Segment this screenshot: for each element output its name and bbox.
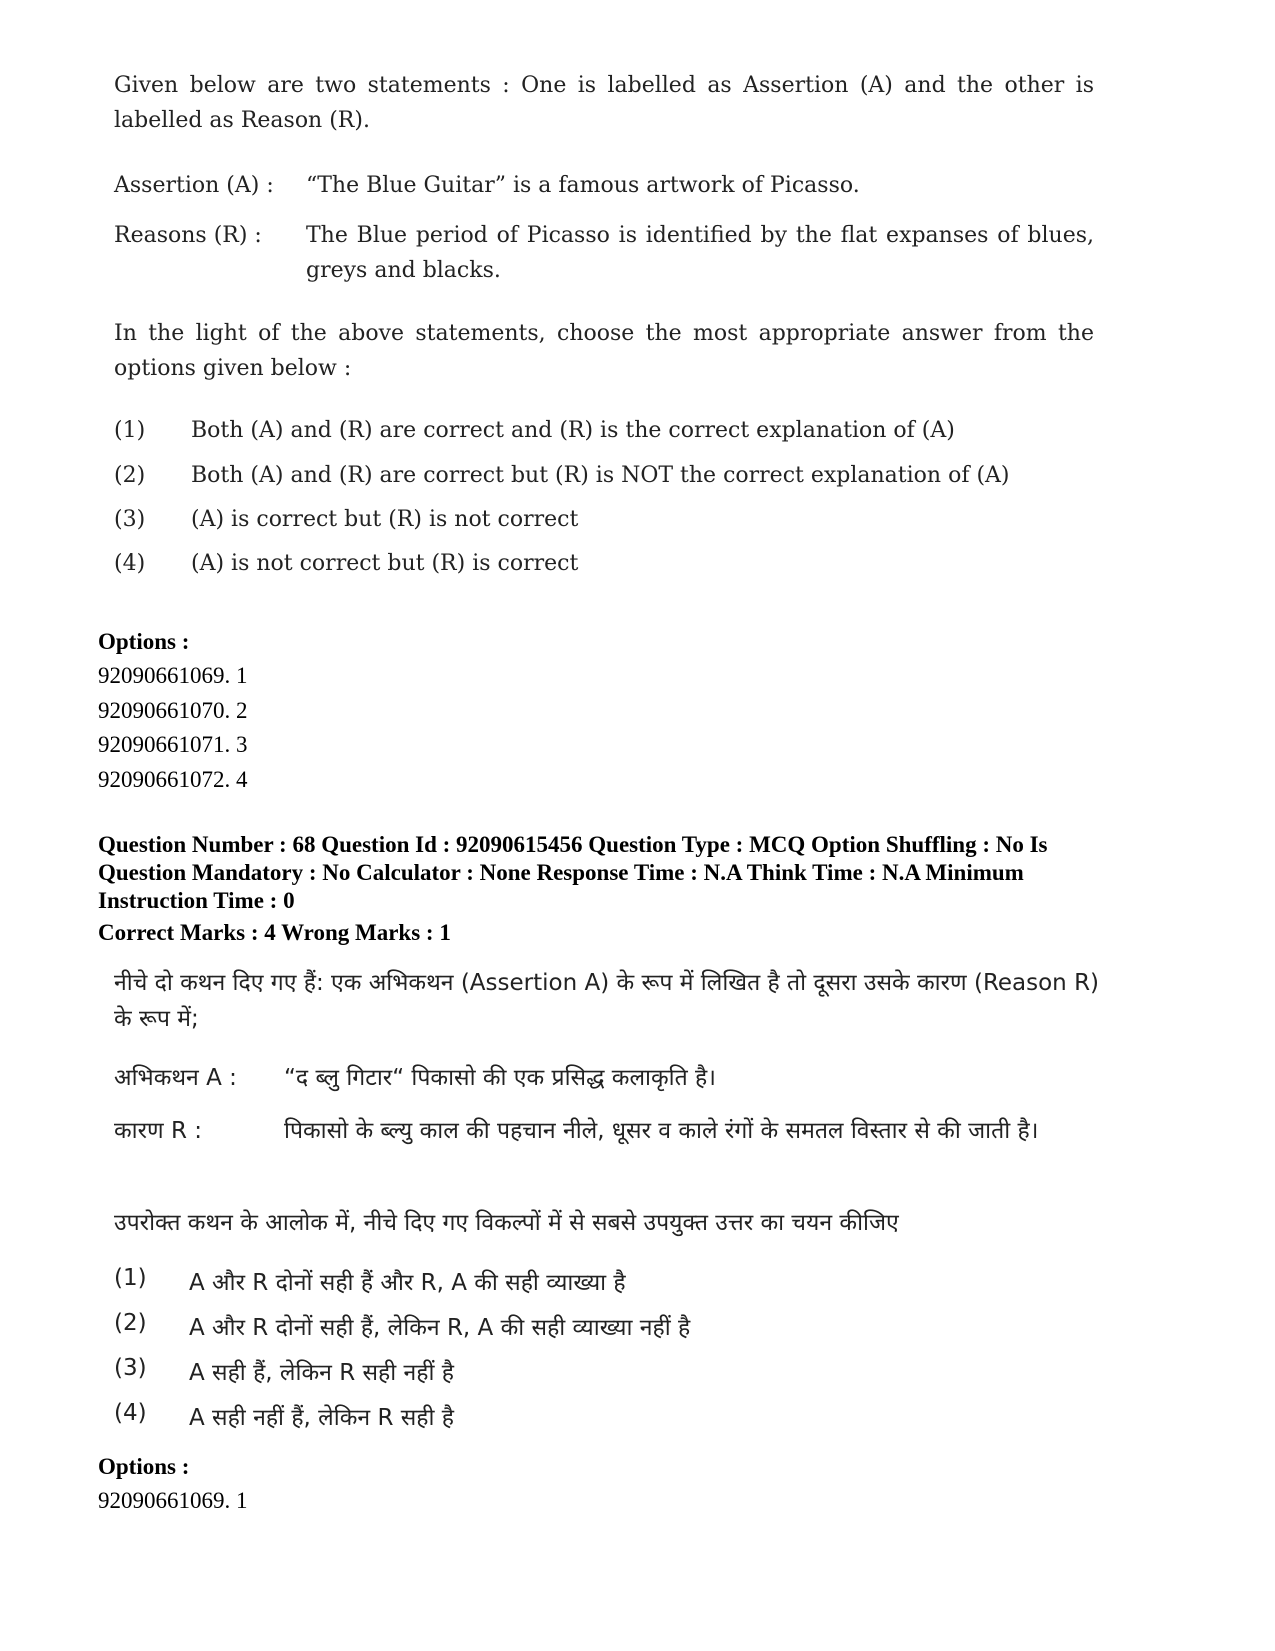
q67-option-id: 92090661070. 2 [98, 697, 248, 723]
q67-assertion-label: Assertion (A) : [114, 173, 274, 198]
q67-choice-text: Both (A) and (R) are correct and (R) is the correct explanation of (A) [191, 418, 955, 443]
q67-assertion-text: “The Blue Guitar” is a famous artwork of Picasso. [306, 173, 860, 198]
q67-option-id: 92090661069. 1 [98, 663, 248, 688]
q67-choice-text: Both (A) and (R) are correct but (R) is NOT the correct explanation of (A) [191, 463, 1010, 488]
q68-options-label: Options : [98, 1454, 190, 1479]
q68-option-id: 92090661069. 1 [98, 1488, 248, 1513]
q67-choice-number: (4) [114, 551, 146, 576]
q68-choice-text: A और R दोनों सही हैं और R, A की सही व्याख्या है [189, 1270, 626, 1296]
q68-choice-number: (1) [114, 1265, 147, 1291]
q68-metadata: Question Number : 68 Question Id : 92090615456 Question Type : MCQ Option Shuffling : No Is Question Mandatory : No Calculator : None Response Time : N.A Think Time : N.A Minimum Instruction Time : 0 [98, 832, 1048, 913]
q68-reason-text: पिकासो के ब्ल्यु काल की पहचान नीले, धूसर व काले रंगों के समतल विस्तार से की जाती है। [284, 1118, 1039, 1144]
q67-options [98, 625, 248, 797]
q68-marks: Correct Marks : 4 Wrong Marks : 1 [98, 920, 451, 945]
q68-choice-number: (4) [114, 1400, 147, 1426]
q67-option-id: 92090661071. 3 [98, 732, 248, 757]
q67-choice-number: (1) [114, 418, 146, 443]
q68-choice-text: A और R दोनों सही हैं, लेकिन R, A की सही व्याख्या नहीं है [189, 1315, 691, 1341]
q67-choice-number: (2) [114, 463, 146, 488]
q68-assertion-text: “द ब्लु गिटार“ पिकासो की एक प्रसिद्ध कलाकृति है। [284, 1065, 716, 1091]
q68-choice-number: (2) [114, 1310, 147, 1336]
q68-assertion-label: अभिकथन A : [114, 1065, 237, 1091]
q67-choice-text: (A) is not correct but (R) is correct [191, 551, 579, 576]
q67-option-id: 92090661072. 4 [98, 766, 248, 792]
q68-choice-number: (3) [114, 1355, 147, 1381]
q68-reason-label: कारण R : [114, 1118, 203, 1144]
q68-intro: नीचे दो कथन दिए गए हैं: एक अभिकथन (Assertion A) के रूप में लिखित है तो दूसरा उसके कारण (Reason R) के रूप में; [114, 970, 1100, 1032]
q68-instruction: उपरोक्त कथन के आलोक में, नीचे दिए गए विकल्पों में से सबसे उपयुक्त उत्तर का चयन कीजिए [114, 1210, 899, 1236]
q67-instruction: In the light of the above statements, choose the most appropriate answer from the options given below : [114, 321, 1094, 381]
q68-options [98, 1450, 248, 1519]
q68-choice-text: A सही हैं, लेकिन R सही नहीं है [189, 1360, 454, 1386]
q67-choice-text: (A) is correct but (R) is not correct [191, 507, 579, 532]
q67-choice-number: (3) [114, 507, 146, 532]
q67-reason-label: Reasons (R) : [114, 223, 262, 248]
q67-options-label: Options : [98, 629, 190, 654]
q67-reason-text: The Blue period of Picasso is identified by the flat expanses of blues, greys and blacks. [306, 223, 1094, 283]
q67-intro: Given below are two statements : One is labelled as Assertion (A) and the other is labelled as Reason (R). [114, 73, 1094, 133]
q68-choice-text: A सही नहीं हैं, लेकिन R सही है [189, 1405, 454, 1431]
